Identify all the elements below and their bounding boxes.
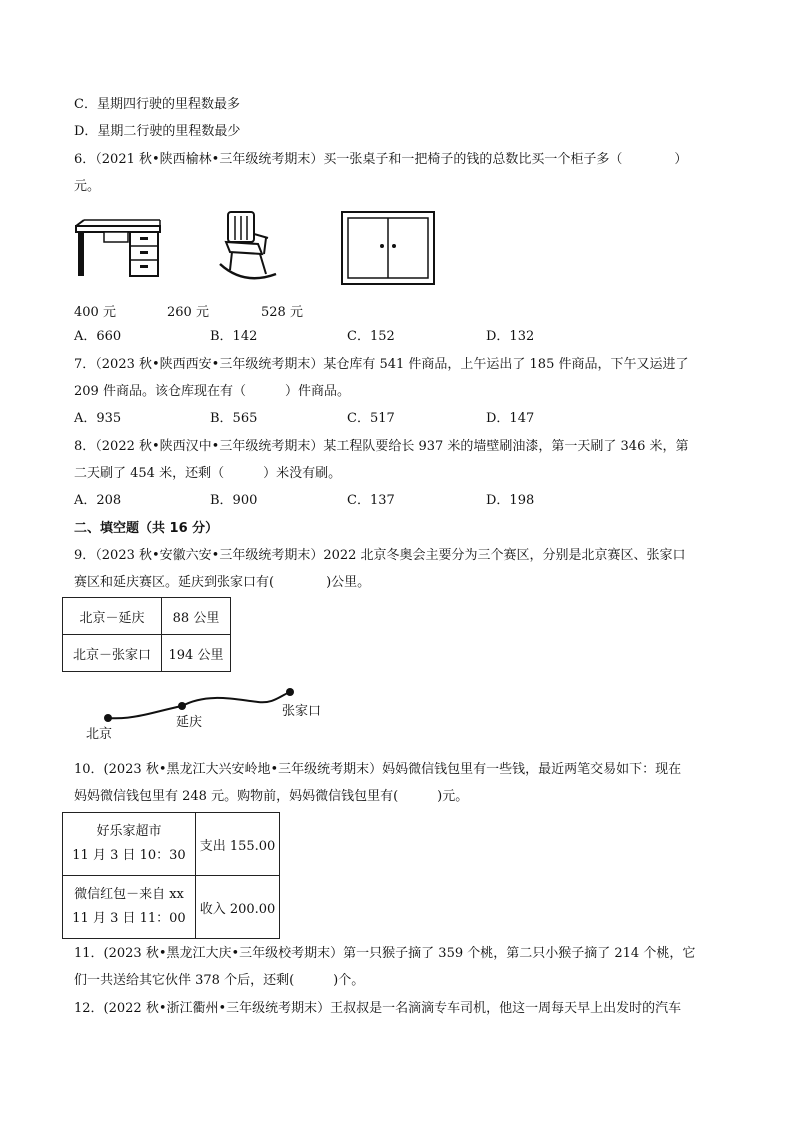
q7-option-c[interactable]: C．517: [347, 411, 395, 426]
zhangjiakou-point: [286, 688, 294, 696]
question-10-text-cont: 妈妈微信钱包里有 248 元。购物前，妈妈微信钱包里有( )元。: [74, 789, 469, 804]
desk-image: [74, 218, 164, 280]
question-8-text: 8．（2022 秋•陕西汉中•三年级统考期末）某工程队要给长 937 米的墙壁刷油漆，第一天刷了 346 米，第: [74, 439, 689, 454]
section-heading: 二、填空题（共 16 分）: [74, 521, 219, 536]
transaction-amount: 收入 200.00: [196, 876, 280, 939]
q8-option-a[interactable]: A．208: [74, 493, 122, 508]
option-d-prev: D．星期二行驶的里程数最少: [74, 124, 241, 139]
map-label-yanqing: 延庆: [176, 715, 203, 730]
merchant-name: 好乐家超市: [96, 824, 162, 839]
table-cell-distance: 88 公里: [162, 598, 231, 635]
wardrobe-price: 528 元: [261, 305, 303, 320]
q7-option-d[interactable]: D．147: [486, 411, 535, 426]
q6-option-d[interactable]: D．132: [486, 329, 535, 344]
yanqing-point: [178, 702, 186, 710]
table-cell-route: 北京－延庆: [63, 598, 162, 635]
transaction-merchant: [63, 813, 196, 876]
table-cell-route: 北京－张家口: [63, 635, 162, 672]
map-label-beijing: 北京: [86, 727, 113, 742]
rocking-chair-image: [218, 208, 280, 288]
wardrobe-image: [340, 210, 436, 286]
transaction-time: 11 月 3 日 11：00: [72, 911, 186, 926]
question-7-text-cont: 209 件商品。该仓库现在有（ ）件商品。: [74, 384, 350, 399]
question-9-text: 9．（2023 秋•安徽六安•三年级统考期末）2022 北京冬奥会主要分为三个赛区，分别是北京赛区、张家口: [74, 548, 686, 563]
question-11-text: 11．(2023 秋•黑龙江大庆•三年级校考期末）第一只猴子摘了 359 个桃，第二只小猴子摘了 214 个桃，它: [74, 946, 696, 961]
desk-price: 400 元: [74, 305, 116, 320]
question-6-text: 6．（2021 秋•陕西榆林•三年级统考期末）买一张桌子和一把椅子的钱的总数比买一个柜子多（ ）: [74, 152, 688, 167]
table-cell-distance: 194 公里: [162, 635, 231, 672]
transaction-time: 11 月 3 日 10：30: [72, 848, 186, 863]
route-map: [98, 684, 308, 728]
chair-price: 260 元: [167, 305, 209, 320]
q6-option-c[interactable]: C．152: [347, 329, 395, 344]
question-8-text-cont: 二天刷了 454 米，还剩（ ）米没有刷。: [74, 466, 342, 481]
question-7-text: 7．（2023 秋•陕西西安•三年级统考期末）某仓库有 541 件商品，上午运出了 185 件商品，下午又运进了: [74, 357, 689, 372]
q7-option-a[interactable]: A．935: [74, 411, 122, 426]
q7-option-b[interactable]: B．565: [210, 411, 258, 426]
q8-option-c[interactable]: C．137: [347, 493, 395, 508]
q6-option-b[interactable]: B．142: [210, 329, 258, 344]
q8-option-b[interactable]: B．900: [210, 493, 258, 508]
transaction-merchant: [63, 876, 196, 939]
q6-option-a[interactable]: A．660: [74, 329, 122, 344]
q8-option-d[interactable]: D．198: [486, 493, 535, 508]
merchant-name: 微信红包－来自 xx: [74, 887, 184, 902]
transaction-amount: 支出 155.00: [196, 813, 280, 876]
question-9-text-cont: 赛区和延庆赛区。延庆到张家口有( )公里。: [74, 575, 371, 590]
transaction-table: [62, 812, 280, 939]
distance-table: [62, 597, 231, 672]
question-6-text-cont: 元。: [74, 179, 101, 194]
question-12-text: 12．(2022 秋•浙江衢州•三年级统考期末）王叔叔是一名滴滴专车司机，他这一周每天早上出发时的汽车: [74, 1001, 682, 1016]
question-11-text-cont: 们一共送给其它伙伴 378 个后，还剩( )个。: [74, 973, 365, 988]
beijing-point: [104, 714, 112, 722]
map-label-zhangjiakou: 张家口: [282, 704, 322, 719]
question-10-text: 10．(2023 秋•黑龙江大兴安岭地•三年级统考期末）妈妈微信钱包里有一些钱，最近两笔交易如下：现在: [74, 762, 682, 777]
option-c-prev: C．星期四行驶的里程数最多: [74, 97, 240, 112]
